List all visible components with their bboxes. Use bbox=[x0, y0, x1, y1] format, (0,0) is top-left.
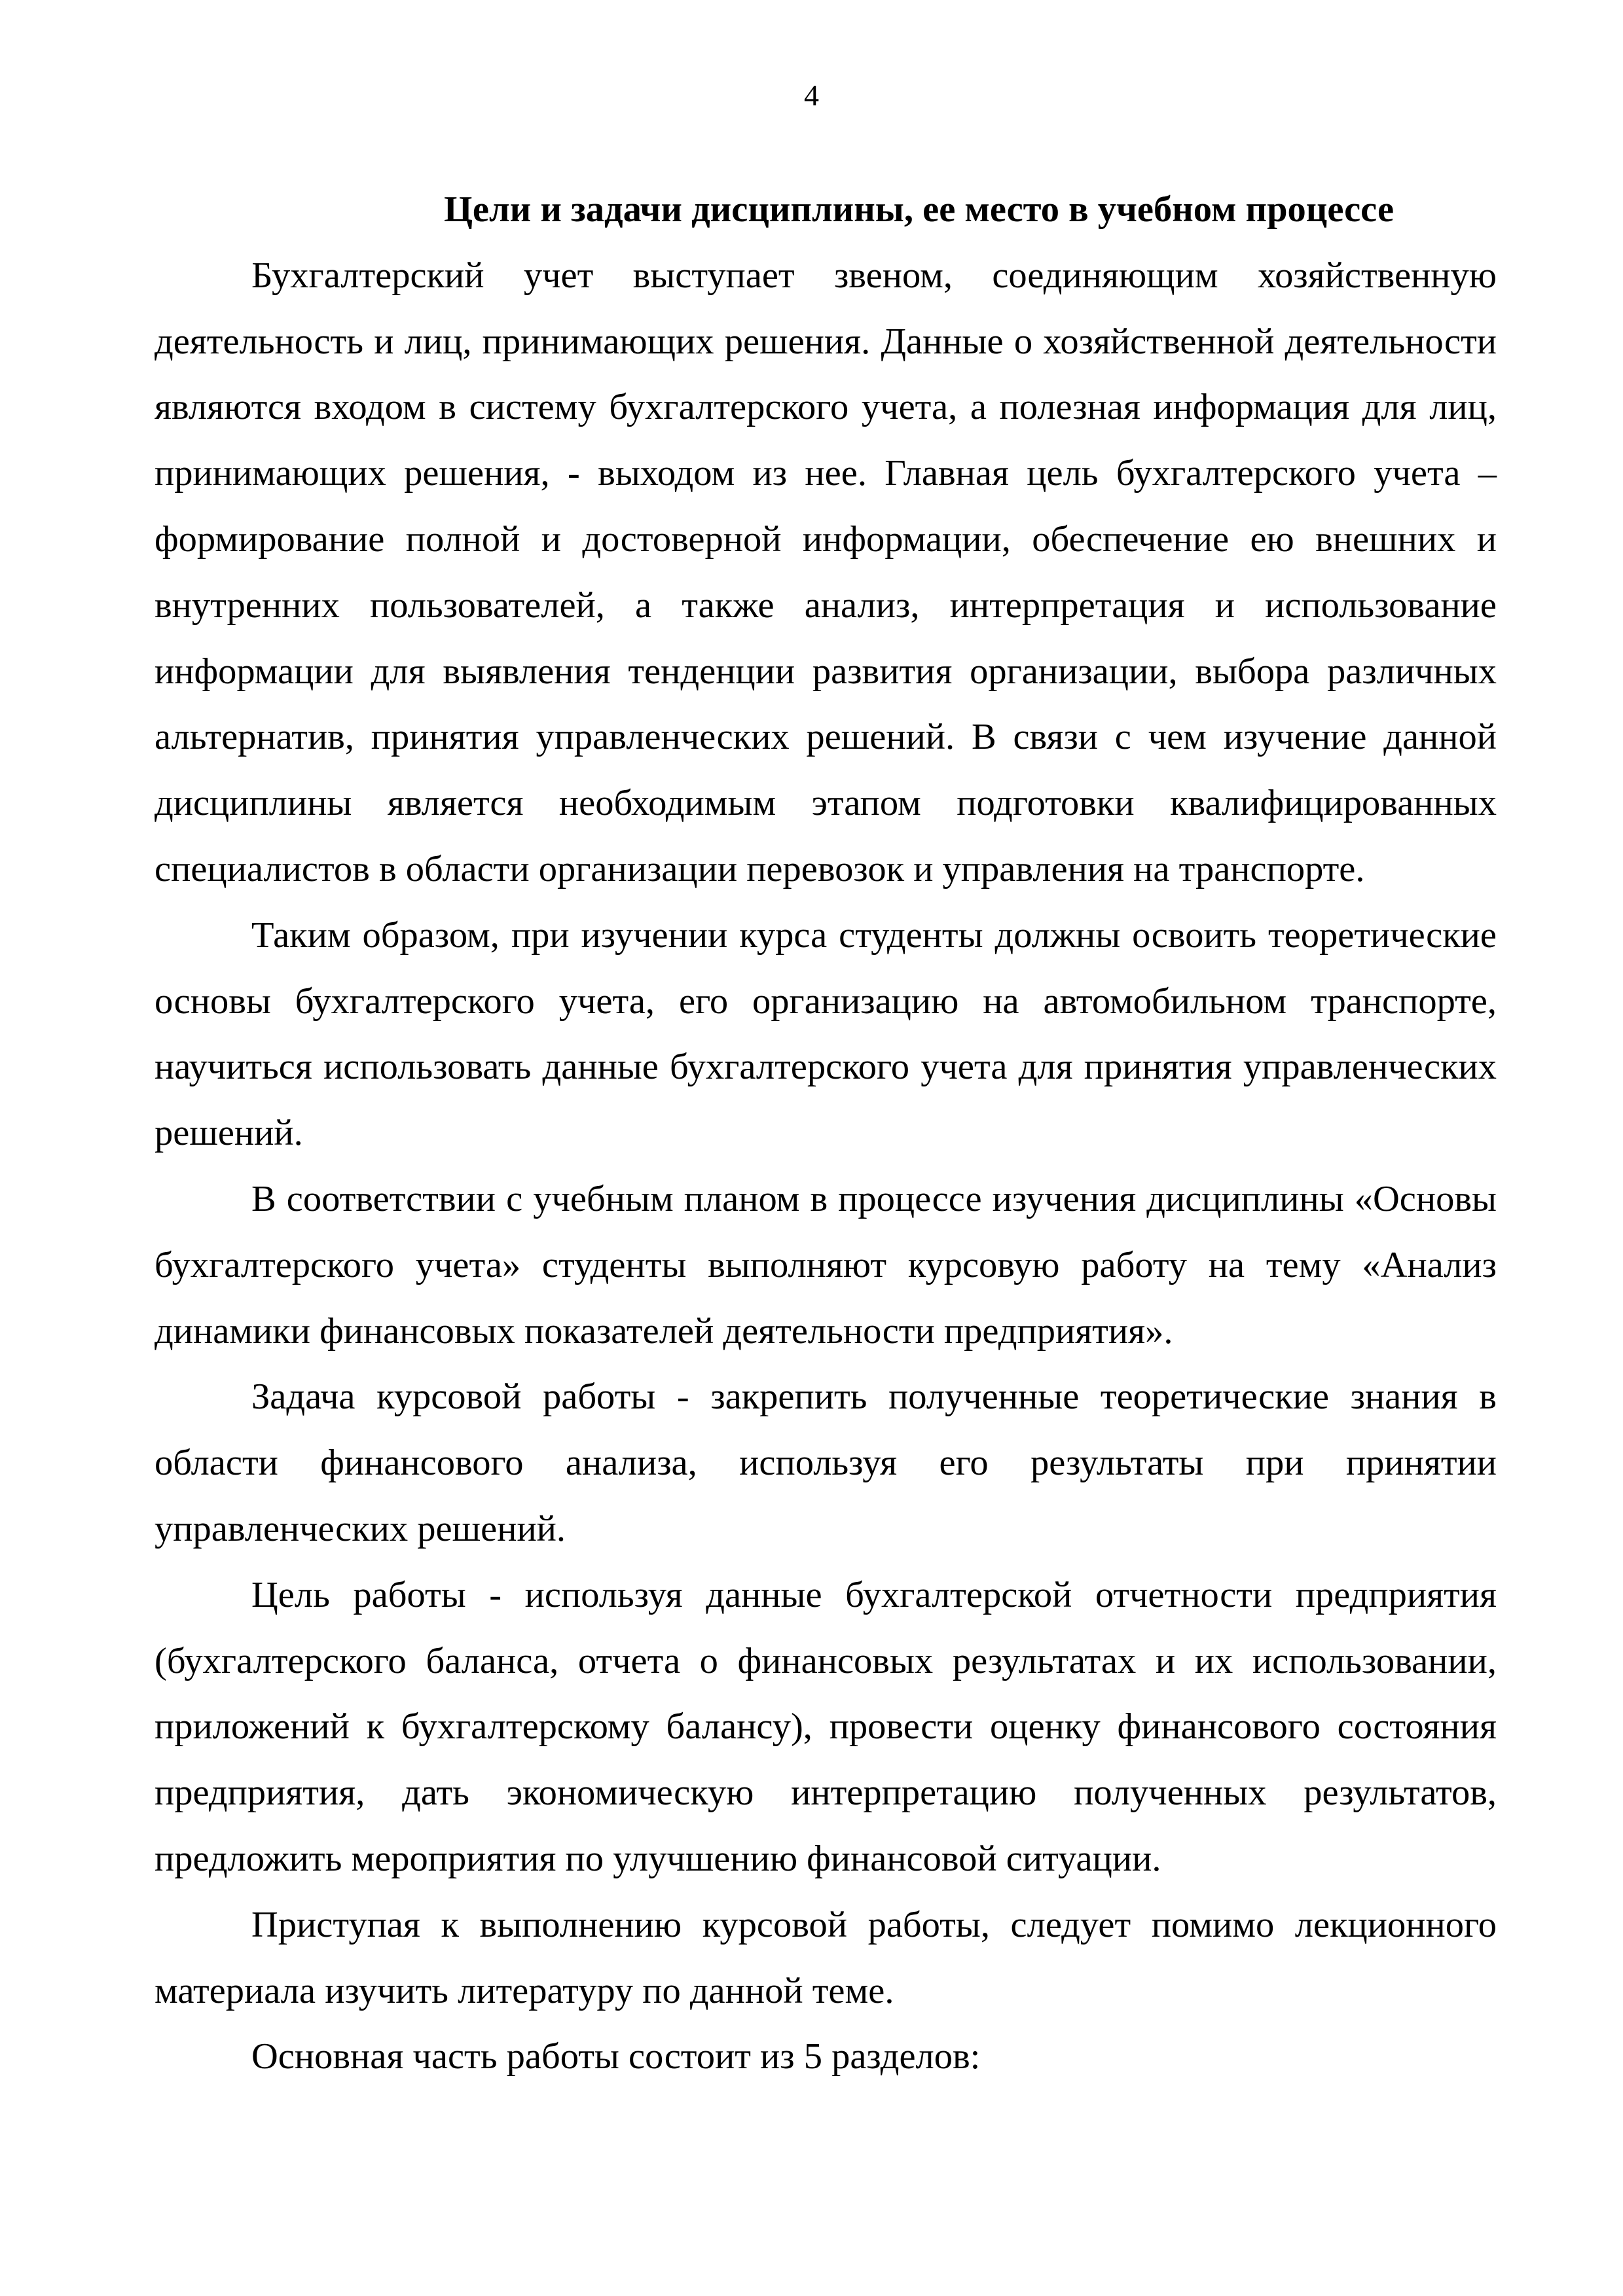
paragraph-5: Цель работы - используя данные бухгалтерской отчетности предприятия (бухгалтерского баланса, отчета о финансовых результатах и их использовании, приложений к бухгалтерскому балансу), провести оценку финансового состояния предприятия, дать экономическую интерпретацию полученных результатов, предложить мероприятия по улучшению финансовой ситуации. bbox=[155, 1574, 1497, 1879]
paragraph-3: В соответствии с учебным планом в процессе изучения дисциплины «Основы бухгалтерского учета» студенты выполняют курсовую работу на тему «Анализ динамики финансовых показателей деятельности предприятия». bbox=[155, 1178, 1497, 1352]
document-body bbox=[155, 177, 1497, 2090]
paragraph-6: Приступая к выполнению курсовой работы, следует помимо лекционного материала изучить литературу по данной теме. bbox=[155, 1904, 1497, 2011]
paragraph-2: Таким образом, при изучении курса студенты должны освоить теоретические основы бухгалтерского учета, его организацию на автомобильном транспорте, научиться использовать данные бухгалтерского учета для принятия управленческих решений. bbox=[155, 914, 1497, 1154]
paragraph-4: Задача курсовой работы - закрепить полученные теоретические знания в области финансового анализа, используя его результаты при принятии управленческих решений. bbox=[155, 1376, 1497, 1549]
paragraph-7: Основная часть работы состоит из 5 разделов: bbox=[251, 2036, 981, 2077]
section-heading: Цели и задачи дисциплины, ее место в учебном процессе bbox=[443, 189, 1395, 230]
paragraph-1: Бухгалтерский учет выступает звеном, соединяющим хозяйственную деятельность и лиц, принимающих решения. Данные о хозяйственной деятельности являются входом в систему бухгалтерского учета, а полезная информация для лиц, принимающих решения, - выходом из нее. Главная цель бухгалтерского учета – формирование полной и достоверной информации, обеспечение ею внешних и внутренних пользователей, а также анализ, интерпретация и использование информации для выявления тенденции развития организации, выбора различных альтернатив, принятия управленческих решений. В связи с чем изучение данной дисциплины является необходимым этапом подготовки квалифицированных специалистов в области организации перевозок и управления на транспорте. bbox=[155, 255, 1497, 889]
page-number: 4 bbox=[804, 79, 819, 112]
